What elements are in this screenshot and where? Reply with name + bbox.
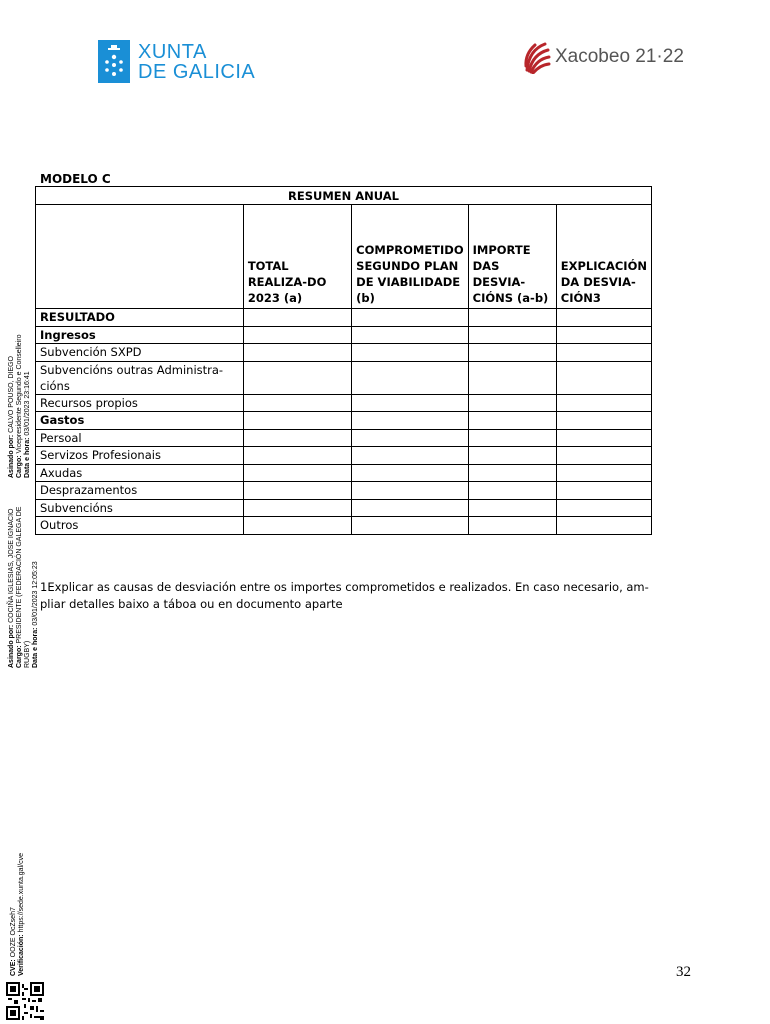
table-cell [468, 326, 556, 344]
table-cell [243, 429, 351, 447]
header-empty-cell [36, 205, 244, 309]
table-cell [352, 394, 468, 412]
table-cell [352, 482, 468, 500]
table-cell [468, 482, 556, 500]
qr-code-icon [6, 982, 44, 1020]
table-cell [352, 517, 468, 535]
page-number: 32 [676, 964, 691, 980]
sig1-val1: CALVO POUSO, DIEGO [8, 355, 15, 435]
sig1-key1: Asinado por: [8, 434, 15, 478]
row-label-subvencions-outras: Subvencións outras Administra-cións [36, 361, 244, 394]
sig2-line2b: RUGBY) [24, 640, 31, 668]
row-label-subvencions: Subvencións [36, 499, 244, 517]
table-cell [468, 429, 556, 447]
table-cell [243, 447, 351, 465]
sig1-key3: Data e hora: [24, 437, 31, 478]
row-label-recursos-propios: Recursos propios [36, 394, 244, 412]
table-row [36, 482, 652, 500]
sig2-key1: Asinado por: [8, 624, 15, 668]
table-cell [243, 361, 351, 394]
table-header-row [36, 205, 652, 309]
table-row [36, 394, 652, 412]
table-cell [352, 429, 468, 447]
table-cell [556, 447, 651, 465]
table-cell [556, 464, 651, 482]
table-row [36, 517, 652, 535]
sig1-key2: Cargo: [16, 455, 23, 478]
table-cell [243, 482, 351, 500]
table-title: RESUMEN ANUAL [36, 187, 652, 205]
table-cell [468, 517, 556, 535]
table-row [36, 499, 652, 517]
cve-value: OOZE OcZseh7 [10, 907, 17, 960]
table-cell [556, 344, 651, 362]
table-cell [556, 326, 651, 344]
table-cell [556, 429, 651, 447]
sig1-val2: Vicepresidente Segundo e Conselleiro [16, 334, 23, 456]
sig2-val1: COCIÑA IGLESIAS, JOSE IGNACIO [8, 508, 15, 625]
table-cell [352, 464, 468, 482]
table-cell [352, 309, 468, 327]
sig1-val3: 03/01/2023 23:16:41 [24, 371, 31, 438]
table-cell [352, 361, 468, 394]
table-cell [243, 344, 351, 362]
verification-key: Verificación: [18, 934, 25, 976]
table-cell [556, 499, 651, 517]
table-cell [556, 309, 651, 327]
table-row [36, 412, 652, 430]
table-cell [468, 412, 556, 430]
verification-block [10, 853, 26, 976]
table-title-row [36, 187, 652, 205]
table-row [36, 464, 652, 482]
table-cell [556, 412, 651, 430]
table-cell [556, 482, 651, 500]
row-label-axudas: Axudas [36, 464, 244, 482]
table-row [36, 447, 652, 465]
table-cell [243, 464, 351, 482]
table-cell [556, 361, 651, 394]
sig2-key2: Cargo: [16, 645, 23, 668]
annual-summary-table [35, 186, 652, 535]
sig2-val3: 03/01/2023 12:05:23 [32, 561, 39, 628]
row-label-servizos-profesionais: Servizos Profesionais [36, 447, 244, 465]
table-cell [556, 517, 651, 535]
table-cell [556, 394, 651, 412]
row-label-gastos: Gastos [36, 412, 244, 430]
xunta-de-galicia-logo [98, 40, 255, 83]
table-cell [468, 344, 556, 362]
table-cell [352, 499, 468, 517]
xunta-line2: DE GALICIA [138, 60, 256, 83]
xunta-line1: XUNTA [138, 40, 207, 63]
sig2-val2: PRESIDENTE (FEDERACIÓN GALEGA DE [16, 506, 23, 646]
table-cell [243, 394, 351, 412]
row-label-desprazamentos: Desprazamentos [36, 482, 244, 500]
table-cell [468, 394, 556, 412]
table-cell [352, 326, 468, 344]
table-cell [352, 447, 468, 465]
table-row [36, 344, 652, 362]
cve-key: CVE: [10, 959, 17, 976]
table-cell [352, 344, 468, 362]
verification-link[interactable]: https://sede.xunta.gal/cve [18, 853, 25, 935]
table-cell [468, 447, 556, 465]
row-label-ingresos: Ingresos [36, 326, 244, 344]
table-row [36, 361, 652, 394]
table-cell [243, 412, 351, 430]
xacobeo-logo [523, 40, 684, 74]
table-cell [468, 464, 556, 482]
table-cell [468, 361, 556, 394]
table-cell [243, 517, 351, 535]
table-row [36, 326, 652, 344]
table-cell [243, 309, 351, 327]
sig2-key3: Data e hora: [32, 627, 39, 668]
table-cell [352, 412, 468, 430]
signature-block-1 [8, 335, 32, 478]
row-label-persoal: Persoal [36, 429, 244, 447]
table-cell [468, 499, 556, 517]
col-explicacion-desviacion: EXPLICACIÓN DA DESVIA-CIÓN3 [556, 205, 651, 309]
xacobeo-years: 21·22 [635, 46, 684, 67]
table-row [36, 429, 652, 447]
col-total-realizado: TOTAL REALIZA-DO 2023 (a) [243, 205, 351, 309]
row-label-resultado: RESULTADO [36, 309, 244, 327]
xacobeo-word: Xacobeo [555, 46, 631, 67]
row-label-subvencion-sxpd: Subvención SXPD [36, 344, 244, 362]
col-importe-desviacions: IMPORTE DAS DESVIA-CIÓNS (a-b) [468, 205, 556, 309]
table-cell [468, 309, 556, 327]
row-label-outros: Outros [36, 517, 244, 535]
table-row [36, 309, 652, 327]
col-comprometido: COMPROMETIDO SEGUNDO PLAN DE VIABILIDADE (b) [352, 205, 468, 309]
scallop-shell-icon [523, 40, 551, 74]
table-cell [243, 326, 351, 344]
signature-block-2 [8, 507, 40, 668]
galicia-shield-icon [98, 40, 130, 83]
footnote: 1Explicar as causas de desviación entre os importes comprometidos e realizados. En caso necesario, am-pliar detalles baixo a táboa ou en documento aparte [40, 580, 649, 611]
model-label: MODELO C [40, 172, 111, 186]
table-cell [243, 499, 351, 517]
